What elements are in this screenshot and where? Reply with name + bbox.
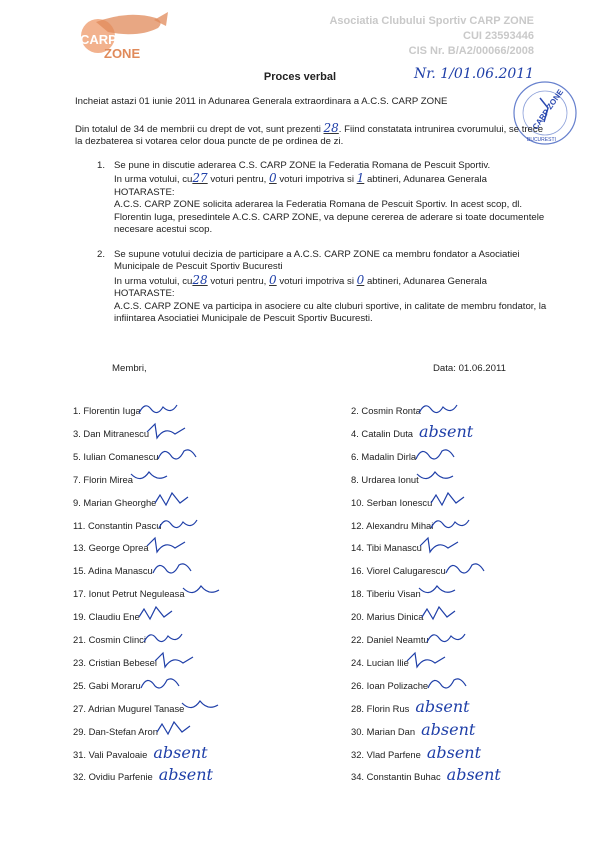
member-name: 4. Catalin Duta xyxy=(351,427,414,439)
signature xyxy=(429,514,473,534)
left-member-row xyxy=(73,657,157,668)
votes-against: 0 xyxy=(269,171,277,186)
member-name: 11. Constantin Pascu xyxy=(73,519,162,531)
member-name: 12. Alexandru Mihai xyxy=(351,519,434,531)
member-name: 3. Dan Mitranescu xyxy=(73,427,150,439)
member-name: 9. Marian Gheorghe xyxy=(73,496,157,508)
document-title: Proces verbal xyxy=(263,71,337,83)
item-decides: HOTARASTE: xyxy=(114,288,175,300)
left-member-row xyxy=(73,611,140,622)
right-member-row xyxy=(351,451,416,462)
item-number: 1. xyxy=(97,160,106,171)
signature xyxy=(412,445,456,465)
left-member-row xyxy=(73,520,161,531)
signature xyxy=(149,559,193,579)
member-name: 5. Iulian Comanescu xyxy=(73,450,159,462)
member-name: 23. Cristian Bebesel xyxy=(73,656,157,668)
signature xyxy=(145,536,189,556)
right-member-row xyxy=(351,474,419,485)
member-name: 19. Claudiu Ene xyxy=(73,611,140,623)
left-member-row xyxy=(73,588,185,599)
right-member-row xyxy=(351,726,415,737)
vote-text-b: voturi pentru, xyxy=(210,275,267,287)
member-name: 2. Cosmin Ronta xyxy=(351,405,421,416)
member-name: 7. Florin Mirea xyxy=(73,473,133,485)
signature xyxy=(442,559,486,579)
member-name: 18. Tiberiu Visan xyxy=(351,588,421,600)
left-member-row xyxy=(73,680,141,691)
stamp-city: BUCURESTI xyxy=(527,137,556,143)
vote-text-b: voturi pentru, xyxy=(210,174,267,186)
member-name: 15. Adina Manascu xyxy=(73,565,153,577)
right-member-row xyxy=(351,703,409,714)
member-name: 22. Daniel Neamtu xyxy=(351,634,429,645)
signature xyxy=(157,514,201,534)
signature xyxy=(405,651,449,671)
signature xyxy=(153,651,197,671)
right-member-row xyxy=(351,749,421,760)
item-line1: Se supune votului decizia de participare a A.C.S. CARP ZONE ca membru fondator a Asociatiei Municipale de Pescuit Sportiv Bucuresti xyxy=(114,249,520,273)
right-member-row xyxy=(351,542,422,553)
member-name: 21. Cosmin Clinci xyxy=(73,634,146,645)
right-member-row xyxy=(351,588,421,599)
left-member-row xyxy=(73,565,153,576)
signature xyxy=(425,628,469,648)
intro-paragraph: Incheiat astazi 01 iunie 2011 in Adunarea Generala extraordinara a A.C.S. CARP ZONE xyxy=(75,96,448,107)
member-name: 31. Vali Pavaloaie xyxy=(73,748,148,760)
totals-after: . Fiind constatata intrunirea cvorumului, se trece la dezbaterea si votarea celor doua puncte de pe ordinea de zi. xyxy=(75,124,544,148)
member-name: 30. Marian Dan xyxy=(351,725,416,737)
member-name: 10. Serban Ionescu xyxy=(351,496,433,508)
signature xyxy=(417,399,461,419)
votes-for: 28 xyxy=(192,272,208,287)
right-member-row xyxy=(351,771,441,782)
left-member-row xyxy=(73,749,147,760)
logo-text-bottom: ZONE xyxy=(104,46,141,61)
signature xyxy=(145,422,189,442)
totals-before: Din totalul de 34 de membrii cu drept de vot, sunt prezenti xyxy=(75,124,321,135)
item-decision: A.C.S. CARP ZONE va participa in asociere cu alte cluburi sportive, in calitate de membru fondator, la infiintarea Asociatiei Municipale de Pescuit Sportiv Bucuresti. xyxy=(114,300,547,325)
present-count: 28 xyxy=(323,121,339,135)
member-name: 8. Urdarea Ionut xyxy=(351,473,419,485)
member-name: 14. Tibi Manascu xyxy=(351,542,422,554)
signature xyxy=(154,445,198,465)
absent-mark: absent xyxy=(419,421,474,441)
right-member-row xyxy=(351,680,428,691)
document-date: Data: 01.06.2011 xyxy=(433,363,506,374)
member-name: 27. Adrian Mugurel Tanase xyxy=(73,702,185,714)
agenda-item-2 xyxy=(97,249,550,325)
right-member-row xyxy=(351,565,446,576)
left-member-row xyxy=(73,451,158,462)
org-name: Asociatia Clubului Sportiv CARP ZONE xyxy=(329,15,534,27)
signature xyxy=(419,605,463,625)
totals-paragraph xyxy=(75,122,545,149)
signature xyxy=(154,720,198,740)
votes-against: 0 xyxy=(269,272,277,287)
members-label: Membri, xyxy=(112,363,147,374)
absent-mark: absent xyxy=(158,765,213,785)
item-number: 2. xyxy=(97,249,106,260)
signature xyxy=(417,582,461,602)
signature xyxy=(424,674,468,694)
member-name: 16. Viorel Calugarescu xyxy=(351,565,446,577)
absent-mark: absent xyxy=(421,719,476,739)
registration-number: Nr. 1/01.06.2011 xyxy=(414,66,535,82)
left-member-row xyxy=(73,771,153,782)
org-header xyxy=(329,14,534,59)
right-member-row xyxy=(351,405,421,416)
vote-text-a: In urma votului, cu xyxy=(114,275,193,287)
item-vote-line xyxy=(114,172,550,186)
vote-text-d: abtineri, Adunarea Generala xyxy=(366,275,487,287)
left-member-row xyxy=(73,726,158,737)
vote-text-c: voturi impotriva si xyxy=(279,275,354,287)
right-member-row xyxy=(351,634,429,645)
item-decision: A.C.S. CARP ZONE solicita aderarea la Federatia Romana de Pescuit Sportiv. In acest scop, dl. Florentin Iuga, presedintele A.C.S. CARP ZONE, va depune cererea de aderare si toate documentele necesare acestui scop. xyxy=(114,199,545,236)
signature xyxy=(181,582,225,602)
member-name: 6. Madalin Dirla xyxy=(351,450,417,462)
item-vote-line xyxy=(114,274,550,288)
left-member-row xyxy=(73,428,149,439)
member-name: 25. Gabi Moraru xyxy=(73,679,141,691)
right-member-row xyxy=(351,611,423,622)
member-name: 1. Florentin Iuga xyxy=(73,405,141,416)
absent-mark: absent xyxy=(153,742,208,762)
stamp-text: CARP ZONE xyxy=(530,87,566,132)
member-name: 17. Ionut Petrut Neguleasa xyxy=(73,588,185,600)
member-name: 32. Vlad Parfene xyxy=(351,748,421,760)
agenda-item-1 xyxy=(97,160,550,236)
logo-text-top: CARP xyxy=(80,32,117,47)
signature xyxy=(129,468,173,488)
signature xyxy=(180,697,224,717)
org-cis: CIS Nr. B/A2/00066/2008 xyxy=(408,45,534,57)
absent-mark: absent xyxy=(426,742,482,762)
votes-for: 27 xyxy=(192,171,208,186)
abstentions: 1 xyxy=(356,171,365,186)
signature xyxy=(137,674,181,694)
signature xyxy=(137,399,181,419)
signature xyxy=(428,491,472,511)
item-line1: Se pune in discutie aderarea C.S. CARP ZONE la Federatia Romana de Pescuit Sportiv. xyxy=(114,160,491,171)
signature xyxy=(418,536,462,556)
carp-zone-logo xyxy=(78,8,170,66)
member-name: 20. Marius Dinica xyxy=(351,611,424,623)
left-member-row xyxy=(73,542,149,553)
right-member-row xyxy=(351,657,409,668)
signature xyxy=(142,628,186,648)
left-member-row xyxy=(73,634,146,645)
member-name: 32. Ovidiu Parfenie xyxy=(73,771,153,783)
left-member-row xyxy=(73,405,141,416)
member-name: 29. Dan-Stefan Aron xyxy=(73,725,158,737)
signature xyxy=(136,605,180,625)
member-name: 34. Constantin Buhac xyxy=(351,771,441,783)
member-name: 28. Florin Rus xyxy=(351,702,410,714)
member-name: 26. Ioan Polizache xyxy=(351,679,429,691)
absent-mark: absent xyxy=(415,696,470,716)
vote-text-d: abtineri, Adunarea Generala xyxy=(366,174,487,186)
left-member-row xyxy=(73,497,156,508)
signature xyxy=(415,468,459,488)
org-cui: CUI 23593446 xyxy=(463,30,534,42)
vote-text-c: voturi impotriva si xyxy=(279,174,354,186)
abstentions: 0 xyxy=(356,272,365,287)
left-member-row xyxy=(73,474,133,485)
item-decides: HOTARASTE: xyxy=(114,186,175,198)
member-name: 13. George Oprea xyxy=(73,542,149,554)
right-member-row xyxy=(351,520,433,531)
member-name: 24. Lucian Ilie xyxy=(351,656,409,668)
absent-mark: absent xyxy=(446,765,501,785)
right-member-row xyxy=(351,428,413,439)
signature xyxy=(152,491,196,511)
left-member-row xyxy=(73,703,184,714)
vote-text-a: In urma votului, cu xyxy=(114,174,193,186)
right-member-row xyxy=(351,497,432,508)
